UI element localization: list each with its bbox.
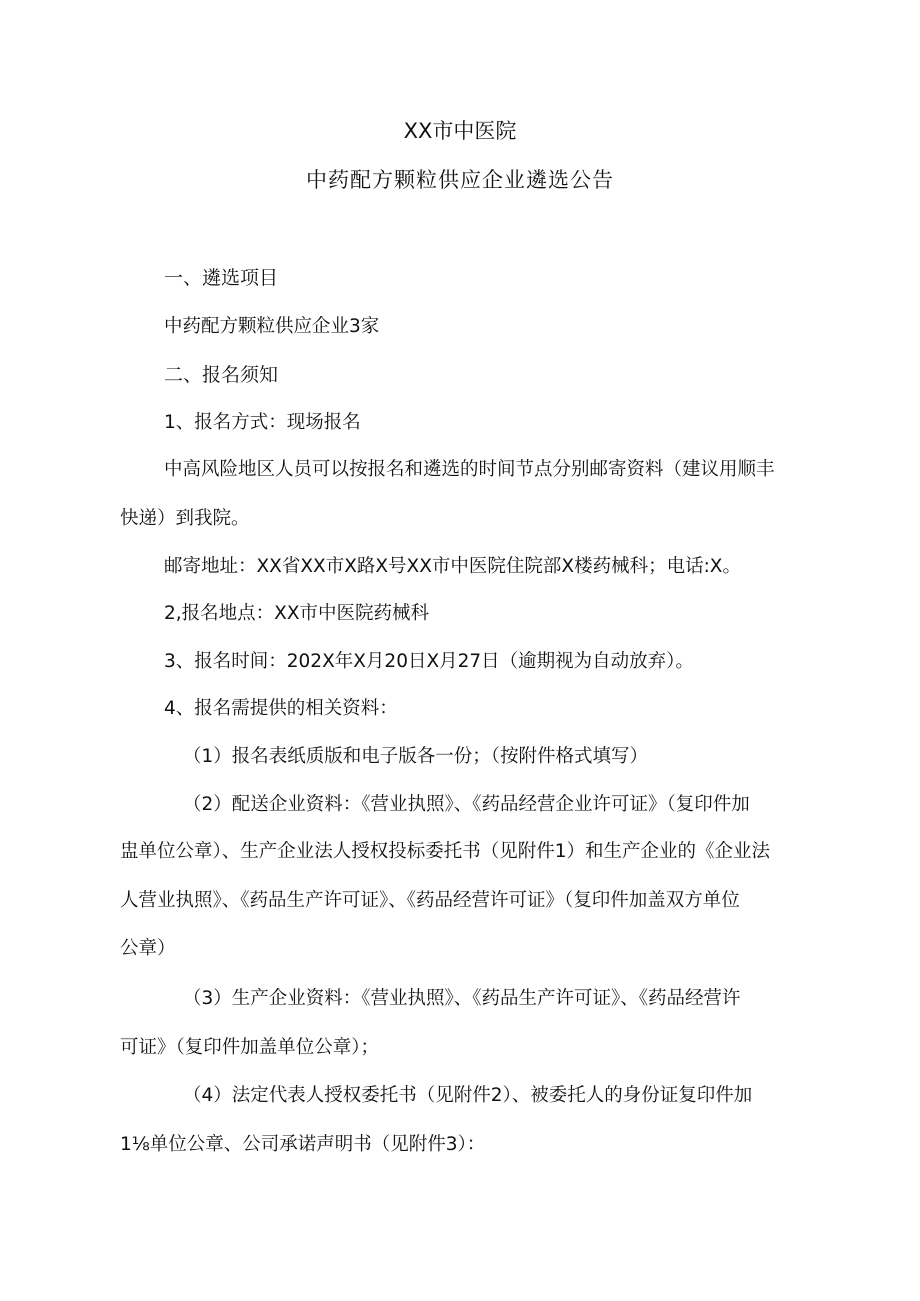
paragraph: （4）法定代表人授权委托书（见附件2）、被委托人的身份证复印件加 bbox=[183, 1085, 753, 1106]
paragraph: 3、报名时间：202X年X月20日X月27日（逾期视为自动放弃）。 bbox=[164, 651, 694, 672]
paragraph: 1⅛单位公章、公司承诺声明书（见附件3）： bbox=[120, 1134, 486, 1155]
paragraph: 1、报名方式：现场报名 bbox=[164, 412, 361, 433]
announcement-title: 中药配方颗粒供应企业遴选公告 bbox=[306, 168, 614, 192]
paragraph: 快递）到我院。 bbox=[120, 508, 250, 529]
paragraph: 4、报名需提供的相关资料： bbox=[164, 698, 398, 719]
paragraph: 2,报名地点：XX市中医院药械科 bbox=[164, 603, 429, 624]
paragraph: 盅单位公章）、生产企业法人授权投标委托书（见附件1）和生产企业的《企业法 bbox=[120, 841, 771, 862]
paragraph: 中药配方颗粒供应企业3家 bbox=[164, 316, 380, 337]
paragraph: 人营业执照》、《药品生产许可证》、《药品经营许可证》（复印件加盖双方单位 bbox=[120, 890, 740, 911]
paragraph: （1）报名表纸质版和电子版各一份；（按附件格式填写） bbox=[183, 746, 649, 767]
paragraph: 邮寄地址：XX省XX市X路X号XX市中医院住院部X楼药械科；电话:X。 bbox=[164, 556, 741, 577]
paragraph: （3）生产企业资料：《营业执照》、《药品生产许可证》、《药品经营许 bbox=[183, 988, 741, 1009]
section-heading-registration: 二、报名须知 bbox=[164, 364, 279, 386]
paragraph: 中高风险地区人员可以按报名和遴选的时间节点分别邮寄资料（建议用顺丰 bbox=[164, 459, 775, 480]
paragraph: 公章） bbox=[120, 938, 176, 959]
section-heading-project: 一、遴选项目 bbox=[164, 267, 279, 289]
hospital-title: XX市中医院 bbox=[403, 119, 517, 143]
paragraph: （2）配送企业资料：《营业执照》、《药品经营企业许可证》（复印件加 bbox=[183, 794, 750, 815]
paragraph: 可证》（复印件加盖单位公章）； bbox=[120, 1037, 380, 1058]
